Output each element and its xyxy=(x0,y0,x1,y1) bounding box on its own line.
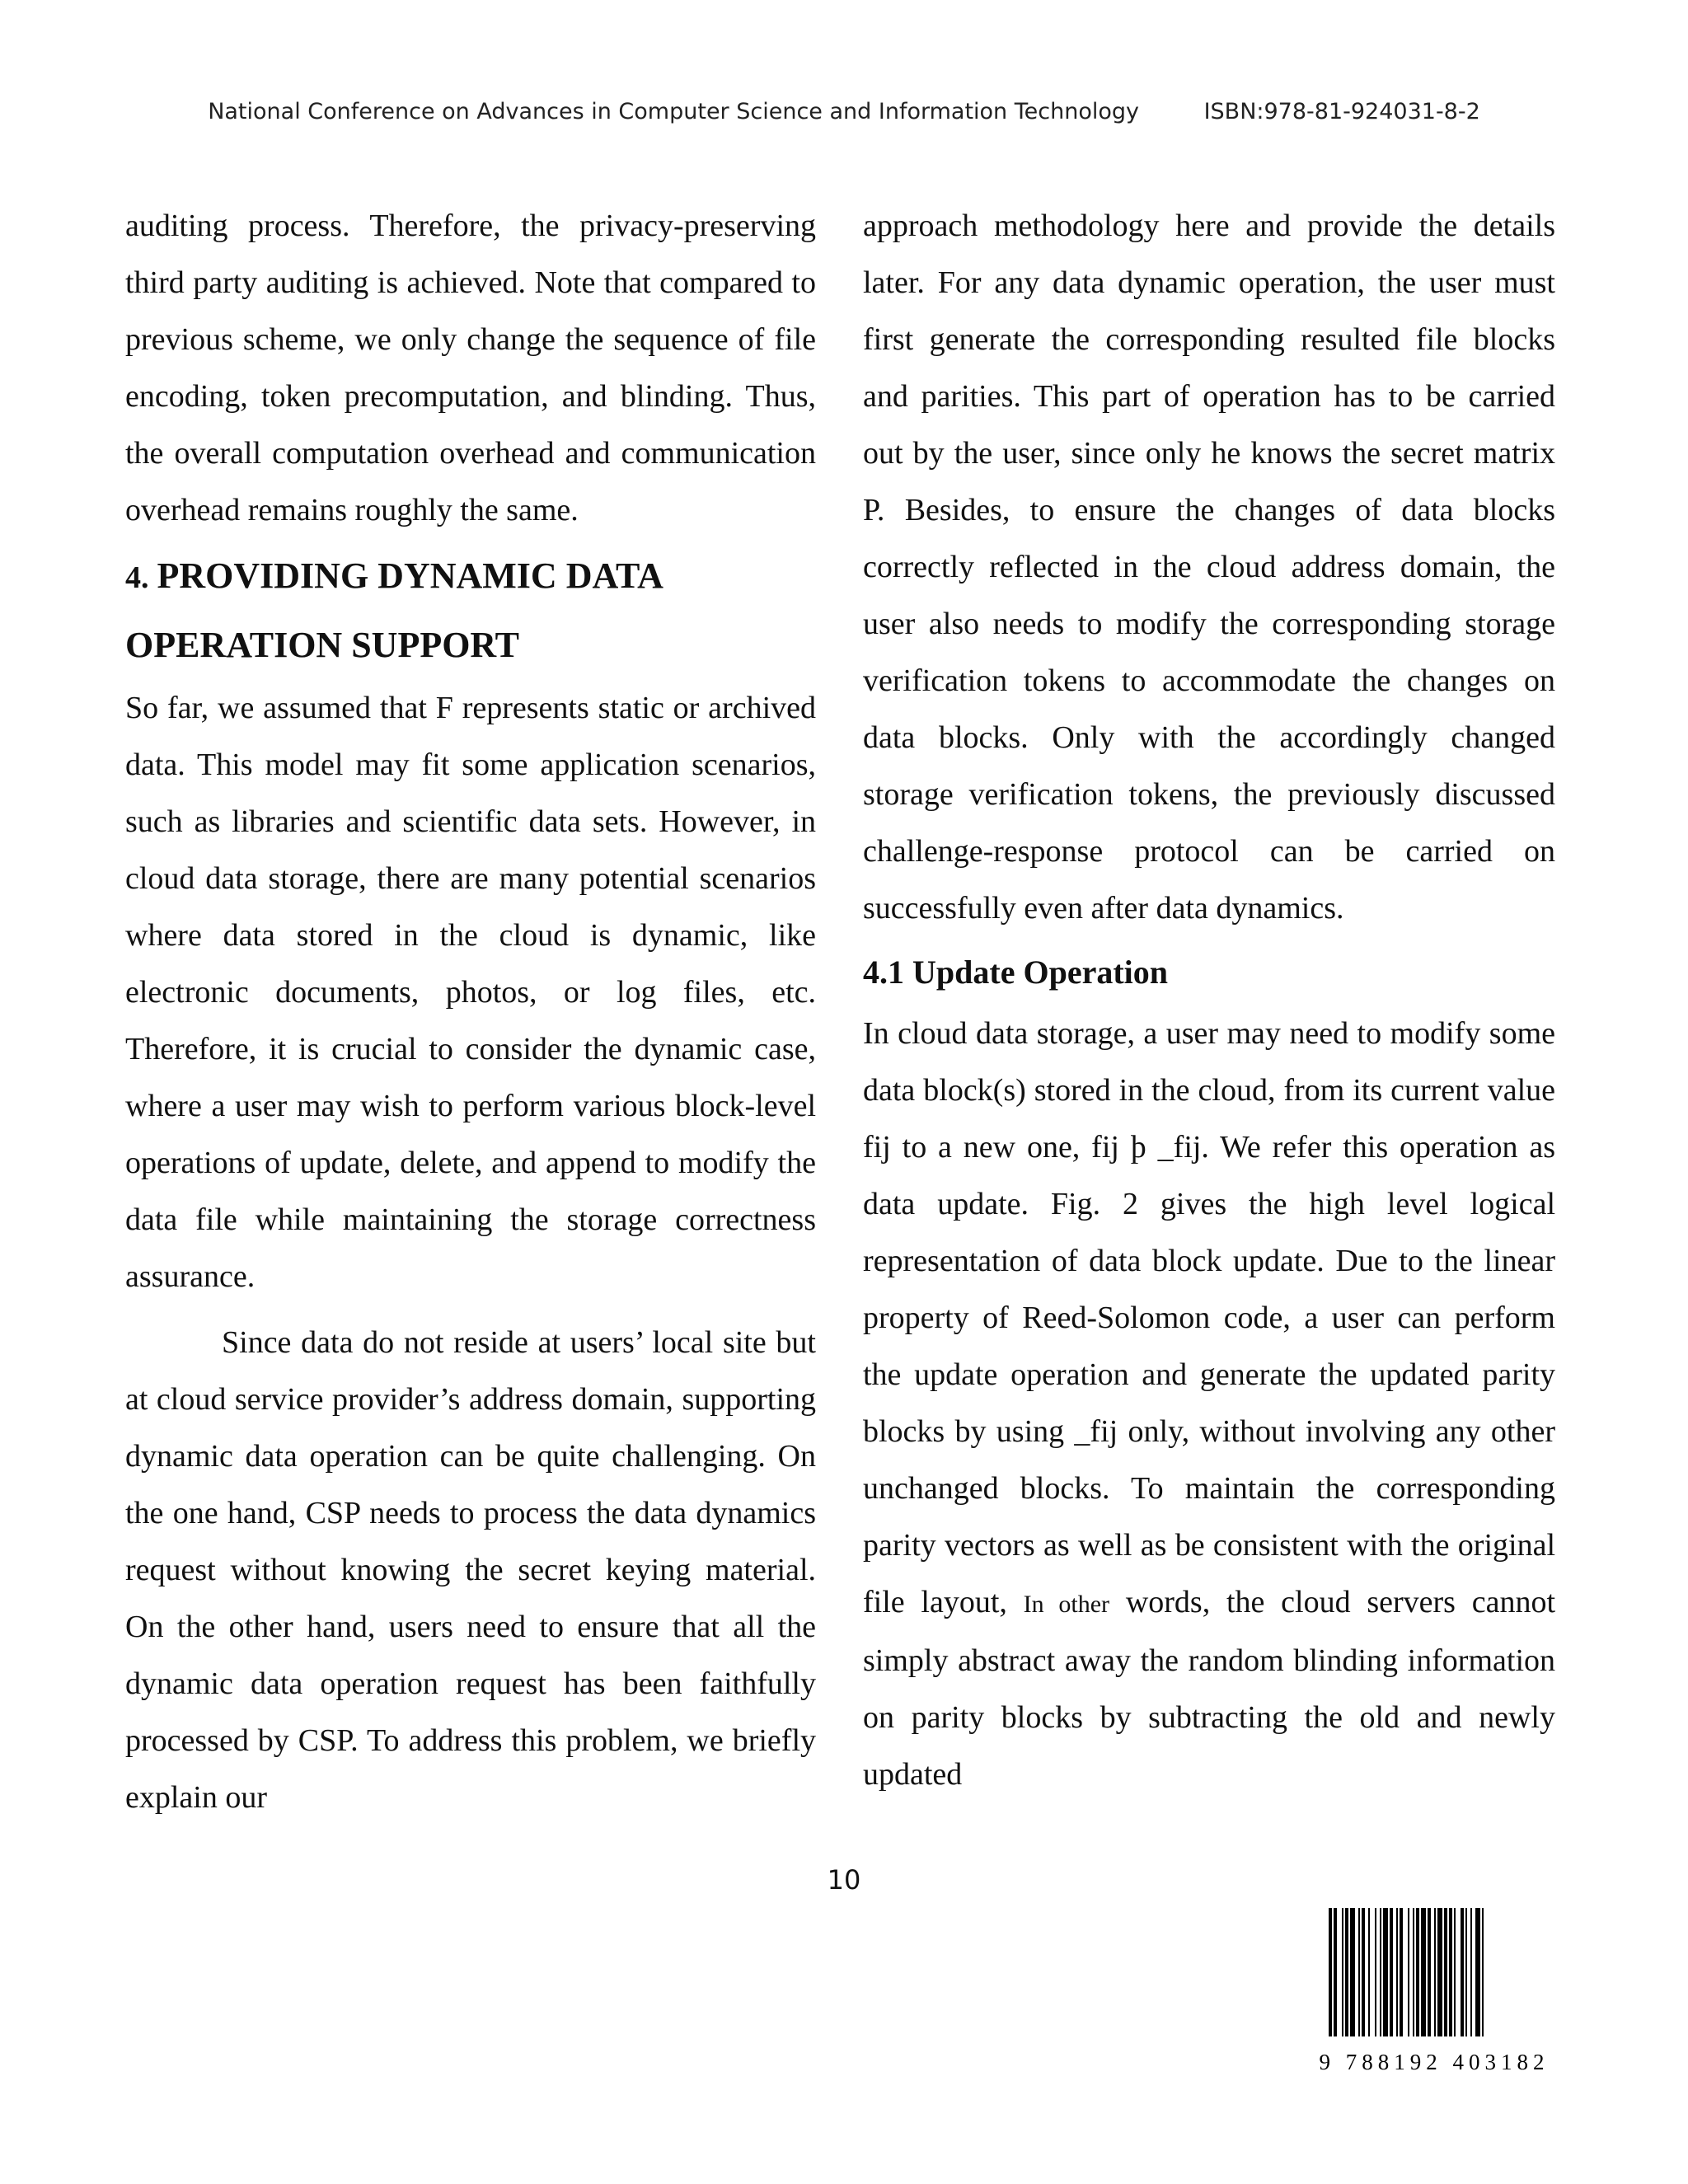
update-text-tail: words, the cloud servers cannot simply abstract away the random blinding information on parity blocks by subtracting the old and newly updated xyxy=(863,1585,1556,1792)
left-column xyxy=(125,198,816,1826)
intro-paragraph: auditing process. Therefore, the privacy-preserving third party auditing is achieved. Note that compared to previous scheme, we only change the sequence of file encoding, token precomputation, and blinding. Thus, the overall computation overhead and communication overhead remains roughly the same. xyxy=(125,209,816,527)
isbn-label: ISBN:978-81-924031-8-2 xyxy=(1203,99,1480,124)
section-number: 4. xyxy=(125,560,149,595)
paragraph-static-data: So far, we assumed that F represents static or archived data. This model may fit some application scenarios, such as libraries and scientific data sets. However, in cloud data storage, there are many potential scenarios where data stored in the cloud is dynamic, like electronic documents, photos, or log files, etc. Therefore, it is crucial to consider the dynamic case, where a user may wish to perform various block-level operations of update, delete, and append to modify the data file while maintaining the storage correctness assurance. xyxy=(125,691,816,1294)
small-text: In other xyxy=(1023,1591,1110,1618)
isbn-barcode xyxy=(1319,1908,1550,2081)
barcode-digits: 9 788192 403182 xyxy=(1319,2050,1550,2074)
running-header xyxy=(0,99,1688,124)
conference-title: National Conference on Advances in Computer Science and Information Technology xyxy=(208,99,1139,124)
paragraph-approach: approach methodology here and provide the details later. For any data dynamic operation, the user must first generate the corresponding resulted file blocks and parities. This part of operation has to be carried out by the user, since only he knows the secret matrix P. Besides, to ensure the changes of data blocks correctly reflected in the cloud address domain, the user also needs to modify the corresponding storage verification tokens to accommodate the changes on data blocks. Only with the accordingly changed storage verification tokens, the previously discussed challenge-response protocol can be carried on successfully even after data dynamics. xyxy=(863,209,1555,926)
right-column xyxy=(863,198,1555,1803)
update-text: In cloud data storage, a user may need to modify some data block(s) stored in the cloud, from its current value fij to a new one, fij þ _fij. We refer this operation as data update. Fig. 2 gives the high level logical representation of data block update. Due to the linear property of Reed-Solomon code, a user can perform the update operation and generate the updated parity blocks by using _fij only, without involving any other unchanged blocks. To maintain the corresponding parity vectors as well as be consistent with the original file layout, xyxy=(863,1016,1555,1619)
page-number: 10 xyxy=(827,1864,861,1896)
section-heading xyxy=(125,542,816,678)
subsection-heading: 4.1 Update Operation xyxy=(863,954,1168,991)
paragraph-dynamic-challenges: Since data do not reside at users’ local site but at cloud service provider’s address domain, supporting dynamic data operation can be quite challenging. On the one hand, CSP needs to process the data dynamics request without knowing the secret keying material. On the other hand, users need to ensure that all the dynamic data operation request has been faithfully processed by CSP. To address this problem, we briefly explain our xyxy=(125,1325,816,1815)
section-title: PROVIDING DYNAMIC DATA OPERATION SUPPORT xyxy=(125,555,662,665)
paragraph-update-operation xyxy=(863,1005,1555,1803)
